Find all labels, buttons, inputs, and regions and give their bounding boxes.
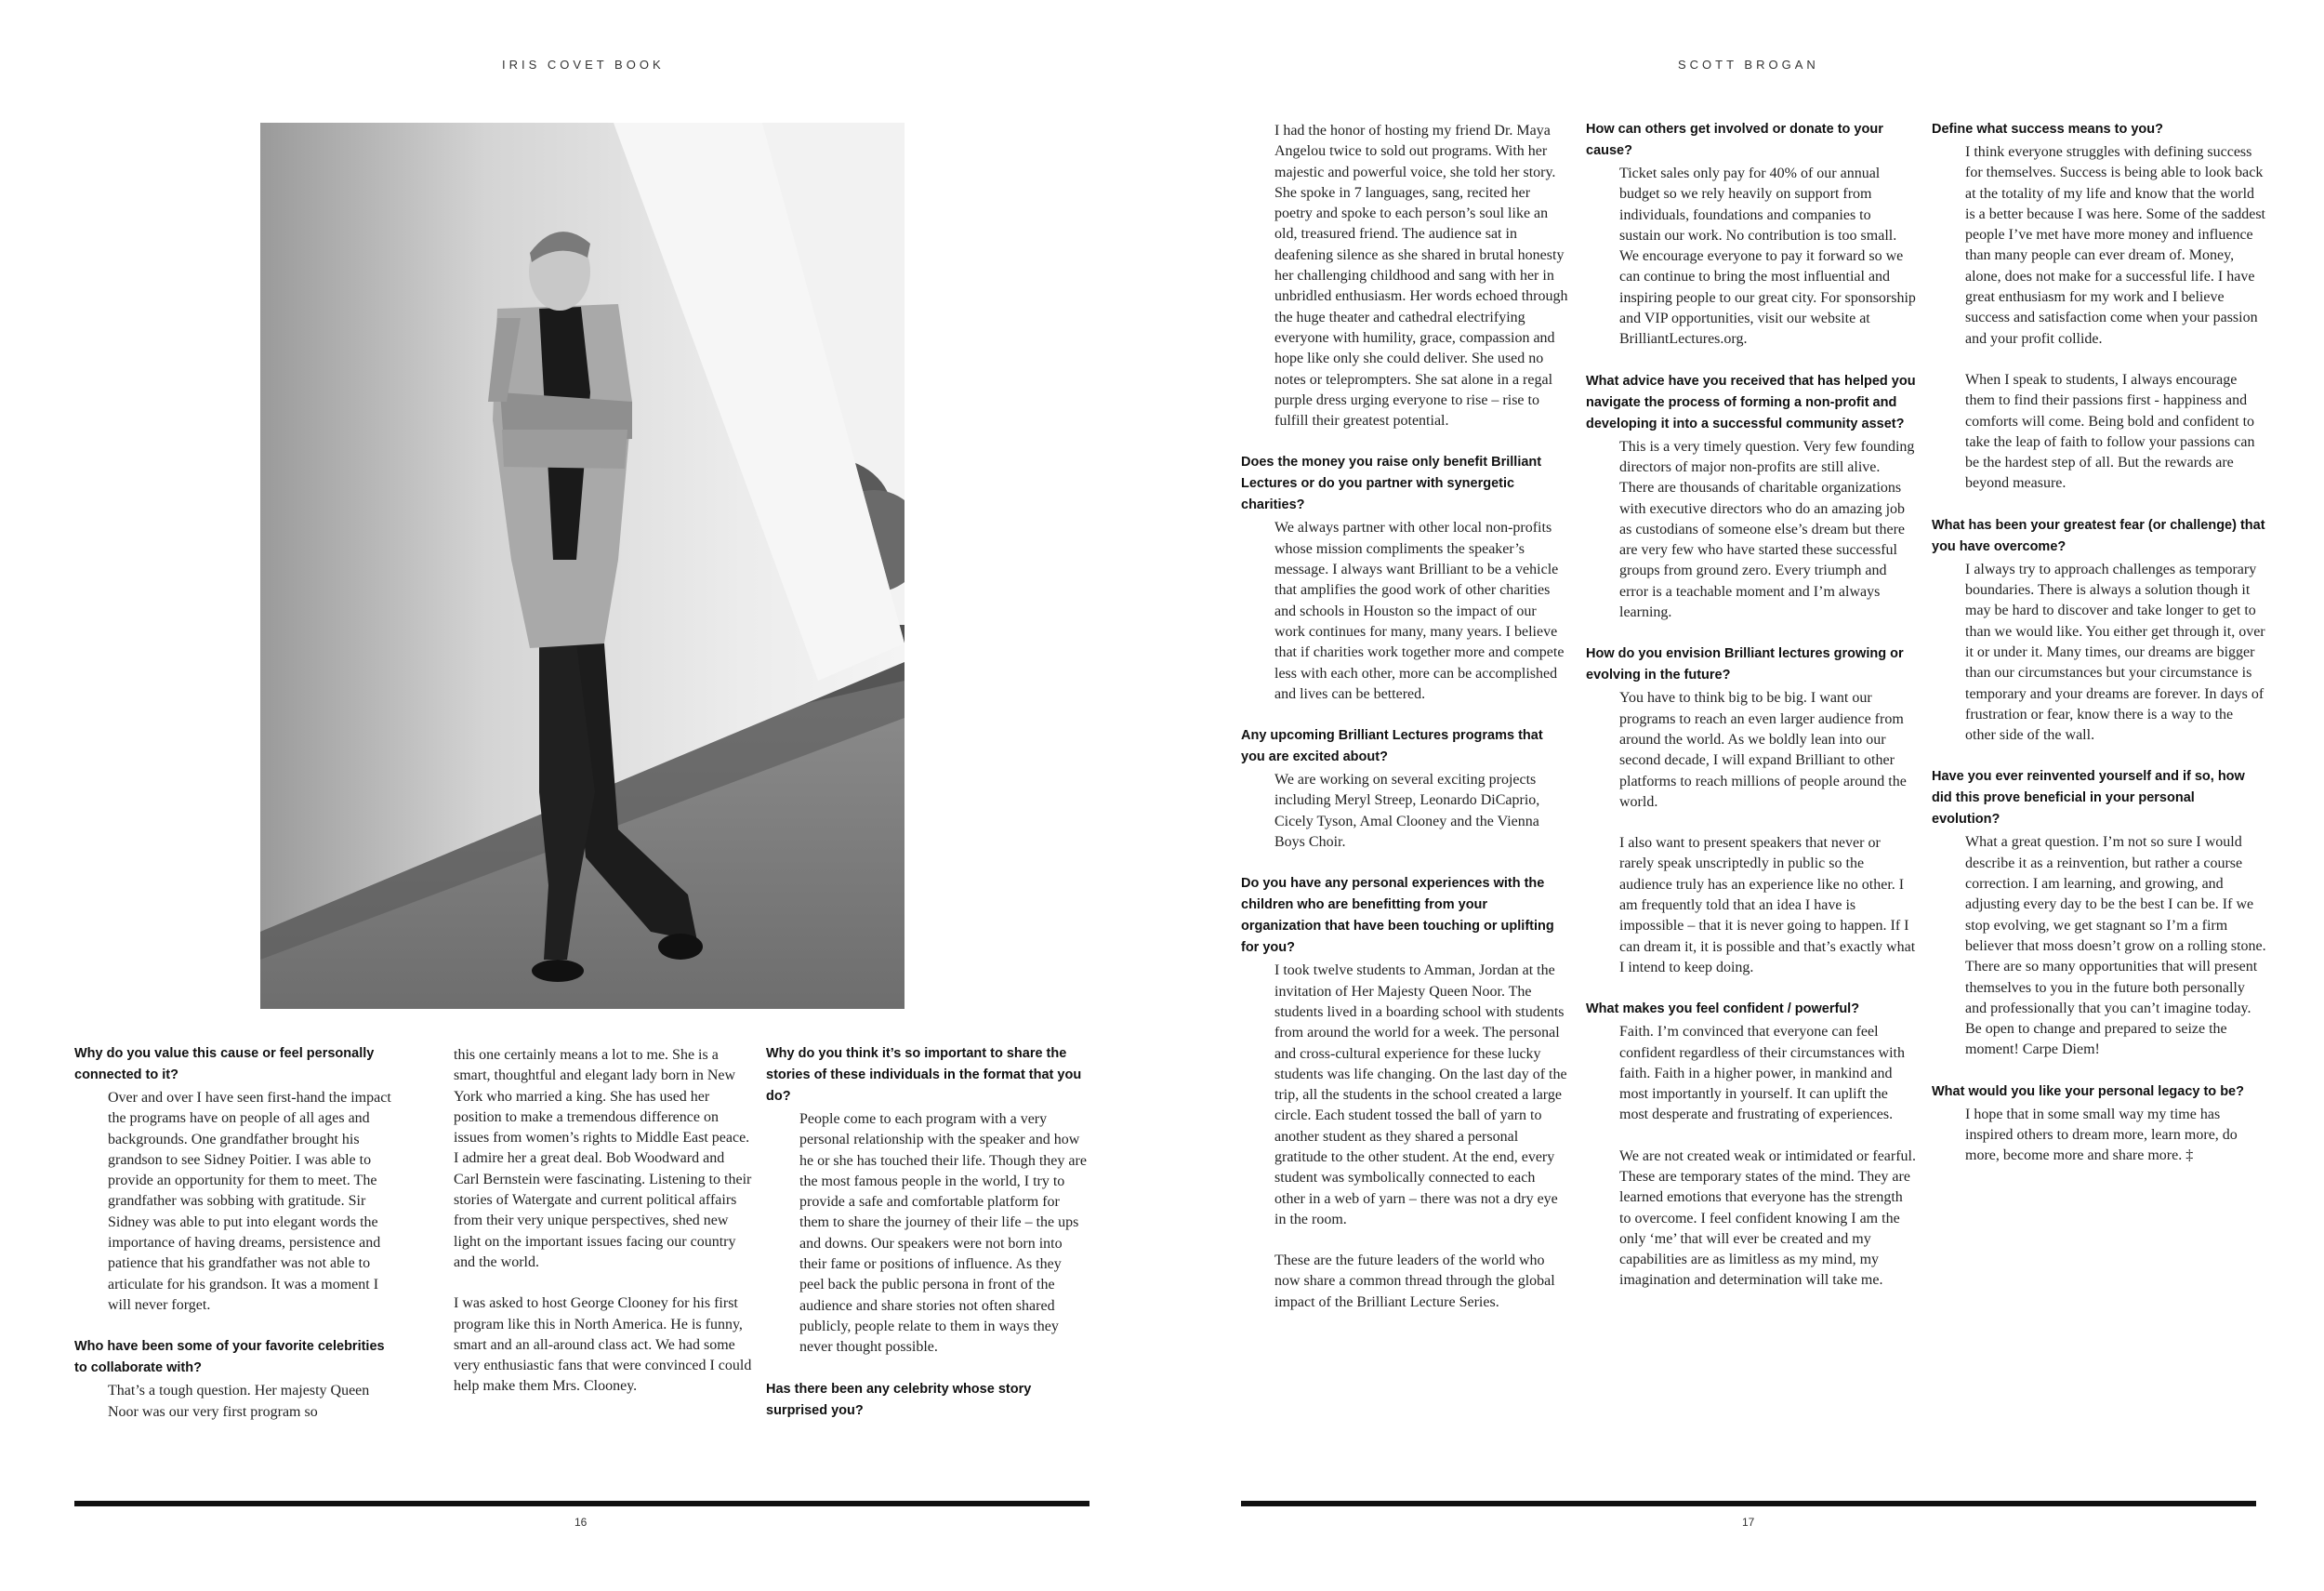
- question: How can others get involved or donate to your cause?: [1586, 122, 1883, 158]
- running-head-left: IRIS COVET BOOK: [502, 58, 665, 72]
- running-head-right: SCOTT BROGAN: [1678, 58, 1819, 72]
- left-col-3: [766, 1043, 1087, 1424]
- answer: People come to each program with a very personal relationship with the speaker and how he or she has touched their life. Though they are the most famous people in the world, I try to provide a safe and comfortable platform for them to share the journey of their life – the ups and downs. Our speakers were not born into their fame or positions of influence. As they peel back the public persona in front of the audience and share stories not often shared publicly, people relate to them in ways they never thought possible.: [799, 1111, 1087, 1356]
- answer: We always partner with other local non-profits whose mission compliments the speaker’s message. I always want Brilliant to be a vehicle that amplifies the good work of other charities and schools in Houston so the impact of our work continues for many, many years. I believe that if charities work together more and compete less with each other, more can be accomplished and lives can be bettered.: [1274, 520, 1565, 702]
- paragraph: this one certainly means a lot to me. She is a smart, thoughtful and elegant lady born in New York who married a king. She has used her position to make a tremendous difference on issues from women’s rights to Middle East peace. I admire her a great deal. Bob Woodward and Carl Bernstein were fascinating. Listening to their stories of Watergate and current political affairs from their very unique perspectives, shed new light on the important issues facing our country and the world.: [454, 1047, 752, 1270]
- right-col-1: [1241, 121, 1568, 1313]
- left-col-2: [454, 1045, 753, 1398]
- answer: That’s a tough question. Her majesty Queen Noor was our very first program so: [108, 1383, 370, 1420]
- answer: We are working on several exciting projects including Meryl Streep, Leonardo DiCaprio, Cicely Tyson, Amal Clooney and the Vienna Boys Choir.: [1274, 772, 1540, 851]
- answer: You have to think big to be big. I want our programs to reach an even larger audience from around the world. As we boldly lean into our second decade, I will expand Brilliant to other platforms to reach millions of people around the world.: [1619, 690, 1907, 810]
- page-number-left: 16: [574, 1516, 588, 1529]
- question: Have you ever reinvented yourself and if so, how did this prove beneficial in your personal evolution?: [1932, 769, 2245, 828]
- question: What has been your greatest fear (or challenge) that you have overcome?: [1932, 517, 2265, 554]
- question: Why do you think it’s so important to share the stories of these individuals in the format that you do?: [766, 1046, 1082, 1104]
- right-col-2: [1586, 119, 1916, 1292]
- footer-rule-right: [1241, 1501, 2256, 1506]
- answer: I had the honor of hosting my friend Dr. Maya Angelou twice to sold out programs. With her majestic and powerful voice, she told her story. She spoke in 7 languages, sang, recited her poetry and spoke to each person’s soul like an old, treasured friend. The audience sat in deafening silence as she shared in brutal honesty her challenging childhood and sang with her in unbridled enthusiasm. Her words echoed through the huge theater and cathedral electrifying everyone with humility, grace, compassion and hope like only she could deliver. She used no notes or teleprompters. She sat alone in a regal purple dress urging everyone to rise – rise to fulfill their greatest potential.: [1274, 123, 1568, 430]
- footer-rule-left: [74, 1501, 1089, 1506]
- answer: Over and over I have seen first-hand the impact the programs have on people of all ages and backgrounds. One grandfather brought his grandson to see Sidney Poitier. I was able to provide an opportunity for them to meet. The grandfather was sobbing with gratitude. Sir Sidney was able to put into elegant words the importance of having dreams, persistence and patience that his grandfather was not able to articulate for his grandson. It was a moment I will never forget.: [108, 1090, 391, 1313]
- answer: Faith. I’m convinced that everyone can feel confident regardless of their circumstances with faith. Faith in a higher power, in mankind and most importantly in yourself. It can uplift the most desperate and frustrating of experiences.: [1619, 1024, 1905, 1123]
- answer: This is a very timely question. Very few founding directors of major non-profits are still alive. There are thousands of charitable organizations with executive directors who do an amazing job as custodians of someone else’s dream but there are very few who have started these successful groups from ground zero. Every triumph and error is a teachable moment and I’m always learning.: [1619, 438, 1915, 621]
- question: Define what success means to you?: [1932, 122, 2163, 137]
- question: Any upcoming Brilliant Lectures programs that you are excited about?: [1241, 728, 1543, 765]
- question: Has there been any celebrity whose story surprised you?: [766, 1381, 1032, 1418]
- answer: What a great question. I’m not so sure I would describe it as a reinvention, but rather a course correction. I am learning, and growing, and adjusting every day to be the best I can be. If we stop evolving, we get stagnant so I’m a firm believer that moss doesn’t grow on a rolling stone. There are so many opportunities that will present themselves to you in the future both personally and professionally that you can’t imagine today. Be open to change and prepared to seize the moment! Carpe Diem!: [1965, 834, 2266, 1058]
- page-number-right: 17: [1742, 1516, 1755, 1529]
- right-col-3: [1932, 119, 2266, 1167]
- question: Do you have any personal experiences with the children who are benefitting from your organization that have been touching or uplifting for you?: [1241, 876, 1554, 956]
- paragraph: I was asked to host George Clooney for his first program like this in North America. He is funny, smart and an all-around class act. We had some very enthusiastic fans that were convinced I could help make them Mrs. Clooney.: [454, 1295, 752, 1395]
- question: Who have been some of your favorite celebrities to collaborate with?: [74, 1339, 385, 1376]
- answer: I also want to present speakers that never or rarely speak unscriptedly in public so the audience truly has an experience like no other. I am frequently told that an idea I have is impossible – that it is never going to happen. If I can dream it, it is possible and that’s exactly what I intend to keep doing.: [1619, 835, 1916, 975]
- answer: I hope that in some small way my time has inspired others to dream more, learn more, do more, become more and share more. ‡: [1965, 1106, 2238, 1164]
- answer: I took twelve students to Amman, Jordan at the invitation of Her Majesty Queen Noor. The students lived in a boarding school with students from around the world for a week. The personal and cross-cultural experience for these lucky students was life changing. On the last day of the trip, all the students in the school created a large circle. Each student tossed the ball of yarn to another student as they shared a personal gratitude to the other student. At the end, every student was symbolically connected to each other in a web of yarn – there was not a dry eye in the room.: [1274, 962, 1567, 1227]
- question: Why do you value this cause or feel personally connected to it?: [74, 1046, 375, 1082]
- left-col-1: [74, 1043, 400, 1423]
- question: What makes you feel confident / powerful?: [1586, 1001, 1860, 1017]
- answer: When I speak to students, I always encourage them to find their passions first - happiness and comforts will come. Being bold and confident to take the leap of faith to follow your passions can be the hardest step of all. But the rewards are beyond measure.: [1965, 371, 2255, 492]
- question: What would you like your personal legacy to be?: [1932, 1083, 2244, 1099]
- question: Does the money you raise only benefit Brilliant Lectures or do you partner with synergetic charities?: [1241, 455, 1542, 513]
- portrait-photo: [260, 123, 905, 1009]
- answer: These are the future leaders of the world who now share a common thread through the global impact of the Brilliant Lecture Series.: [1274, 1253, 1555, 1310]
- answer: We are not created weak or intimidated or fearful. These are temporary states of the mind. They are learned emotions that everyone has the strength to overcome. I feel confident knowing I am the only ‘me’ that will ever be created and my capabilities are as limitless as my mind, my imagination and determination will take me.: [1619, 1147, 1916, 1289]
- question: What advice have you received that has helped you navigate the process of forming a non-profit and developing it into a successful community asset?: [1586, 373, 1916, 431]
- question: How do you envision Brilliant lectures growing or evolving in the future?: [1586, 646, 1904, 683]
- answer: I always try to approach challenges as temporary boundaries. There is always a solution though it may be hard to discover and take longer to get to than we would like. You either get through it, over it or under it. Many times, our dreams are bigger than our circumstances but your circumstance is temporary and your dreams are forever. In days of frustration or fear, know there is a way to the other side of the wall.: [1965, 561, 2265, 744]
- answer: I think everyone struggles with defining success for themselves. Success is being able to look back at the totality of my life and know that the world is a better because I was here. Some of the saddest people I’ve met have more money and influence than many people can ever dream of. Money, alone, does not make for a successful life. I have great enthusiasm for my work and I believe success and satisfaction come when your passion and your profit collide.: [1965, 144, 2265, 347]
- answer: Ticket sales only pay for 40% of our annual budget so we rely heavily on support from individuals, foundations and companies to sustain our work. No contribution is too small. We encourage everyone to pay it forward so we can continue to bring the most influential and inspiring people to our great city. For sponsorship and VIP opportunities, visit our website at BrilliantLectures.org.: [1619, 166, 1916, 348]
